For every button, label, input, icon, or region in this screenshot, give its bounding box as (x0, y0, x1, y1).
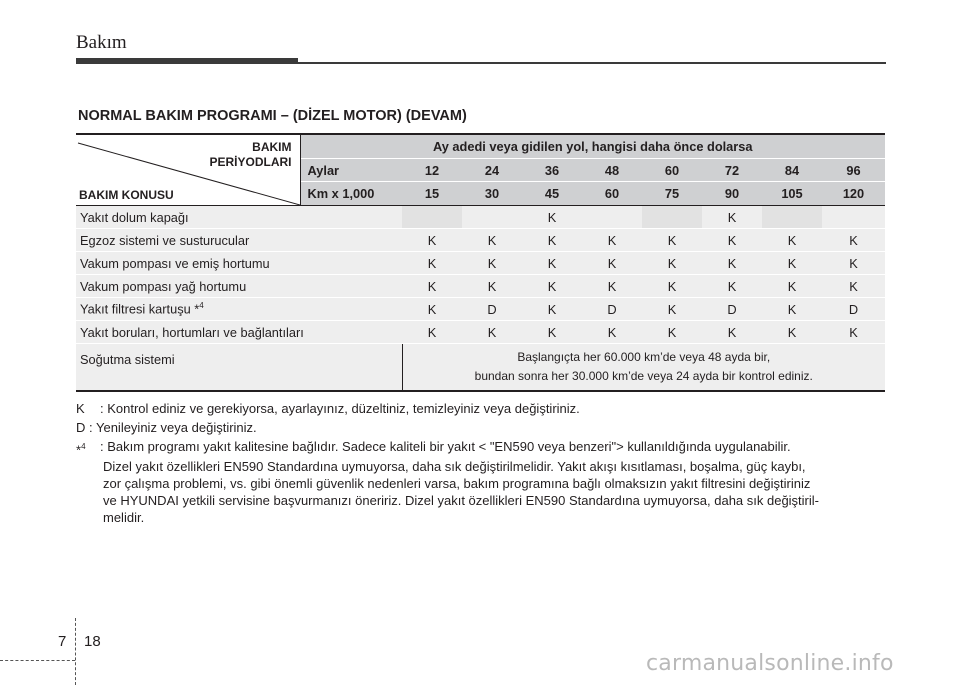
row-label-text: Yakıt filtresi kartuşu * (80, 301, 200, 317)
row-label (76, 298, 402, 321)
table-cell: K (822, 229, 885, 252)
maintenance-table (76, 133, 885, 392)
table-cell (642, 206, 702, 229)
table-cell: K (582, 252, 642, 275)
footnotes (76, 400, 888, 526)
page-number: 18 (84, 633, 101, 650)
months-label: Aylar (300, 158, 402, 182)
km-cell: 120 (822, 182, 885, 206)
km-cell: 45 (522, 182, 582, 206)
table-cell: K (822, 252, 885, 275)
table-row (76, 344, 885, 392)
note-key-k: K (76, 401, 85, 416)
table-row (76, 229, 885, 252)
table-row (76, 298, 885, 321)
months-cell: 60 (642, 158, 702, 182)
table-cell: K (702, 321, 762, 344)
table-cell: K (642, 275, 702, 298)
watermark: carmanualsonline.info (646, 651, 894, 676)
table-cell: K (522, 252, 582, 275)
note-star-cont3: ve HYUNDAI yetkili servisine başvurmanızı öneririz. Dizel yakıt özellikleri EN590 Standardına uymuyorsa, daha sık değiştiril- (103, 493, 819, 509)
km-cell: 105 (762, 182, 822, 206)
table-cell (822, 206, 885, 229)
table-cell: K (582, 321, 642, 344)
months-cell: 84 (762, 158, 822, 182)
corner-periods-line2: PERİYODLARI (209, 155, 292, 169)
table-cell: K (462, 252, 522, 275)
table-cell: K (522, 229, 582, 252)
row-label: Soğutma sistemi (76, 344, 402, 392)
table-cell: K (402, 275, 462, 298)
table-cell: K (402, 252, 462, 275)
table-row (76, 275, 885, 298)
span-header: Ay adedi veya gidilen yol, hangisi daha önce dolarsa (300, 134, 885, 158)
corner-periods-line1: BAKIM (252, 140, 292, 154)
table-cell: K (582, 229, 642, 252)
table-cell: K (402, 229, 462, 252)
header-rule-thin (298, 62, 886, 64)
cooling-note-line2: bundan sonra her 30.000 km’de veya 24 ayda bir kontrol ediniz. (474, 369, 813, 383)
table-cell (582, 206, 642, 229)
km-cell: 60 (582, 182, 642, 206)
table-cell: K (762, 252, 822, 275)
row-label: Vakum pompası yağ hortumu (76, 275, 402, 298)
table-cell: K (522, 321, 582, 344)
table-cell: D (462, 298, 522, 321)
page-fold-line-horizontal (0, 660, 75, 662)
cooling-note (402, 344, 885, 392)
row-label: Vakum pompası ve emiş hortumu (76, 252, 402, 275)
table-cell: K (522, 298, 582, 321)
corner-subject: BAKIM KONUSU (79, 188, 174, 202)
table-cell: K (762, 275, 822, 298)
note-star-cont2: zor çalışma problemi, vs. gibi önemli güvenlik nedenleri varsa, bakım programına bağlı olmaksızın yakıt filtresini değiştiriniz (103, 476, 811, 492)
table-cell: D (822, 298, 885, 321)
table-cell: K (402, 298, 462, 321)
table-cell: K (462, 321, 522, 344)
table-corner-header (76, 134, 300, 206)
note-d-text: D : Yenileyiniz veya değiştiriniz. (76, 420, 257, 435)
table-cell: K (762, 321, 822, 344)
row-label: Egzoz sistemi ve susturucular (76, 229, 402, 252)
table-cell: K (702, 275, 762, 298)
footnote-marker: 4 (199, 301, 204, 311)
header-rule-thick (76, 58, 298, 64)
km-label: Km x 1,000 (300, 182, 402, 206)
note-k-text: : Kontrol ediniz ve gerekiyorsa, ayarlayınız, düzeltiniz, temizleyiniz veya değiştiriniz. (100, 401, 580, 416)
table-cell: K (402, 321, 462, 344)
km-cell: 15 (402, 182, 462, 206)
months-cell: 12 (402, 158, 462, 182)
note-star-cont1: Dizel yakıt özellikleri EN590 Standardına uymuyorsa, daha sık değiştirilmelidir. Yakıt akışı kısıtlaması, boşalma, güç kaybı, (103, 459, 806, 475)
table-cell: K (582, 275, 642, 298)
table-cell (402, 206, 462, 229)
table-cell: K (522, 275, 582, 298)
table-cell: K (762, 229, 822, 252)
table-cell: K (462, 275, 522, 298)
page-fold-line (75, 618, 77, 685)
table-cell: K (462, 229, 522, 252)
table-cell: K (822, 321, 885, 344)
table-cell: D (582, 298, 642, 321)
table-cell: K (642, 298, 702, 321)
note-star-text: : Bakım programı yakıt kalitesine bağlıdır. Sadece kaliteli bir yakıt < "EN590 veya benzeri"> kullanıldığında uygulanabilir. (100, 439, 791, 454)
months-cell: 48 (582, 158, 642, 182)
km-cell: 30 (462, 182, 522, 206)
section-header: Bakım (76, 32, 127, 53)
months-cell: 36 (522, 158, 582, 182)
note-star-sup: 4 (81, 442, 86, 451)
page-title: NORMAL BAKIM PROGRAMI – (DİZEL MOTOR) (DEVAM) (78, 108, 467, 124)
km-cell: 75 (642, 182, 702, 206)
table-cell: K (822, 275, 885, 298)
km-cell: 90 (702, 182, 762, 206)
row-label: Yakıt dolum kapağı (76, 206, 402, 229)
table-cell: K (702, 252, 762, 275)
cooling-note-line1: Başlangıçta her 60.000 km’de veya 48 ayda bir, (517, 350, 771, 364)
table-cell: K (762, 298, 822, 321)
table-cell: K (642, 229, 702, 252)
months-cell: 24 (462, 158, 522, 182)
months-cell: 96 (822, 158, 885, 182)
note-key-star: * (76, 442, 82, 458)
table-cell: K (702, 206, 762, 229)
table-cell: K (642, 252, 702, 275)
table-cell: K (522, 206, 582, 229)
table-row (76, 206, 885, 229)
months-cell: 72 (702, 158, 762, 182)
table-cell (762, 206, 822, 229)
table-cell (462, 206, 522, 229)
table-cell: K (642, 321, 702, 344)
table-row (76, 321, 885, 344)
table-row (76, 252, 885, 275)
table-cell: D (702, 298, 762, 321)
chapter-number: 7 (58, 633, 67, 650)
row-label: Yakıt boruları, hortumları ve bağlantıları (76, 321, 402, 344)
note-star-cont4: melidir. (103, 510, 145, 526)
table-cell: K (702, 229, 762, 252)
